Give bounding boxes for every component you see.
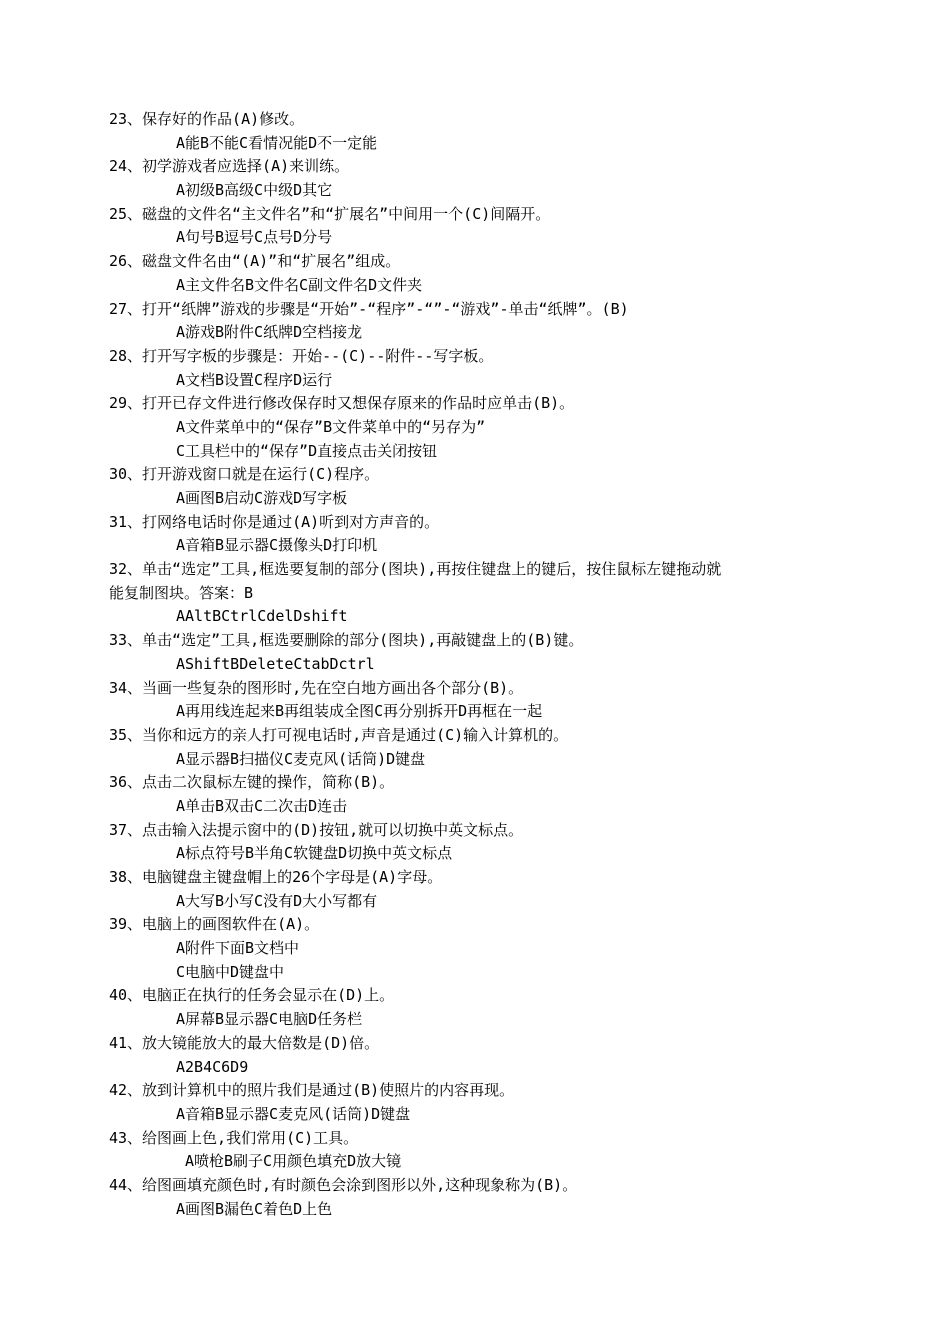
answer-options-line: A大写B小写C没有D大小写都有 [176,891,378,910]
question-line: 37、点击输入法提示窗中的(D)按钮,就可以切换中英文标点。 [109,820,524,839]
question-line: 29、打开已存文件进行修改保存时又想保存原来的作品时应单击(B)。 [109,394,575,413]
answer-options-line: A画图B启动C游戏D写字板 [176,489,348,507]
question-line: 40、电脑正在执行的任务会显示在(D)上。 [109,986,395,1005]
answer-options-line: A标点符号B半角C软键盘D切换中英文标点 [176,844,453,863]
answer-options-line: A主文件名B文件名C副文件名D文件夹 [176,275,423,294]
question-line: 39、电脑上的画图软件在(A)。 [109,915,320,934]
answer-options-line: A屏幕B显示器C电脑D任务栏 [176,1010,363,1029]
question-line: 27、打开“纸牌”游戏的步骤是“开始”-“程序”-“”-“游戏”-单击“纸牌”。(B) [109,299,629,318]
question-line: 能复制图块。答案：B [109,583,254,602]
question-line: 30、打开游戏窗口就是在运行(C)程序。 [109,465,380,484]
question-line: 43、给图画上色,我们常用(C)工具。 [109,1128,359,1147]
question-line: 31、打网络电话时你是通过(A)听到对方声音的。 [109,512,440,531]
question-line: 42、放到计算机中的照片我们是通过(B)使照片的内容再现。 [109,1081,515,1100]
question-line: 36、点击二次鼠标左键的操作，简称(B)。 [109,773,395,792]
answer-options-line: A喷枪B刷子C用颜色填充D放大镜 [185,1152,402,1171]
answer-options-line: A单击B双击C二次击D连击 [176,796,348,815]
answer-options-line: AShiftBDeleteCtabDctrl [176,654,375,673]
answer-options-line: C电脑中D键盘中 [176,962,285,981]
question-line: 41、放大镜能放大的最大倍数是(D)倍。 [109,1033,380,1052]
question-line: 33、单击“选定”工具,框选要删除的部分(图块),再敲键盘上的(B)键。 [109,631,584,650]
answer-options-line: A初级B高级C中级D其它 [176,181,333,200]
answer-options-line: A文档B设置C程序D运行 [176,370,333,389]
question-line: 35、当你和远方的亲人打可视电话时,声音是通过(C)输入计算机的。 [109,725,569,744]
answer-options-line: A游戏B附件C纸牌D空档接龙 [176,323,363,342]
answer-options-line: A再用线连起来B再组装成全图C再分别拆开D再框在一起 [176,702,543,721]
question-line: 38、电脑键盘主键盘帽上的26个字母是(A)字母。 [109,868,443,886]
answer-options-line: A能B不能C看情况能D不一定能 [176,133,378,152]
answer-options-line: A音箱B显示器C麦克风(话筒)D键盘 [176,1104,411,1123]
question-line: 23、保存好的作品(A)修改。 [109,110,305,128]
answer-options-line: A画图B漏色C着色D上色 [176,1199,333,1218]
question-line: 32、单击“选定”工具,框选要复制的部分(图块),再按住键盘上的键后，按住鼠标左键拖动就 [109,560,722,579]
answer-options-line: A句号B逗号C点号D分号 [176,228,333,247]
answer-options-line: AAltBCtrlCdelDshift [176,607,348,626]
answer-options-line: C工具栏中的“保存”D直接点击关闭按钮 [176,441,438,460]
question-list [109,108,829,1221]
answer-options-line: A显示器B扫描仪C麦克风(话筒)D键盘 [176,749,426,768]
question-line: 26、磁盘文件名由“(A)”和“扩展名”组成。 [109,252,401,271]
answer-options-line: A文件菜单中的“保存”B文件菜单中的“另存为” [176,417,486,436]
question-line: 24、初学游戏者应选择(A)来训练。 [109,157,350,176]
question-line: 44、给图画填充颜色时,有时颜色会涂到图形以外,这种现象称为(B)。 [109,1175,578,1194]
question-line: 28、打开写字板的步骤是：开始--(C)--附件--写字板。 [109,346,494,365]
answer-options-line: A2B4C6D9 [176,1057,249,1076]
question-line: 34、当画一些复杂的图形时,先在空白地方画出各个部分(B)。 [109,678,524,697]
answer-options-line: A附件下面B文档中 [176,939,300,958]
answer-options-line: A音箱B显示器C摄像头D打印机 [176,536,378,555]
question-line: 25、磁盘的文件名“主文件名”和“扩展名”中间用一个(C)间隔开。 [109,204,551,223]
